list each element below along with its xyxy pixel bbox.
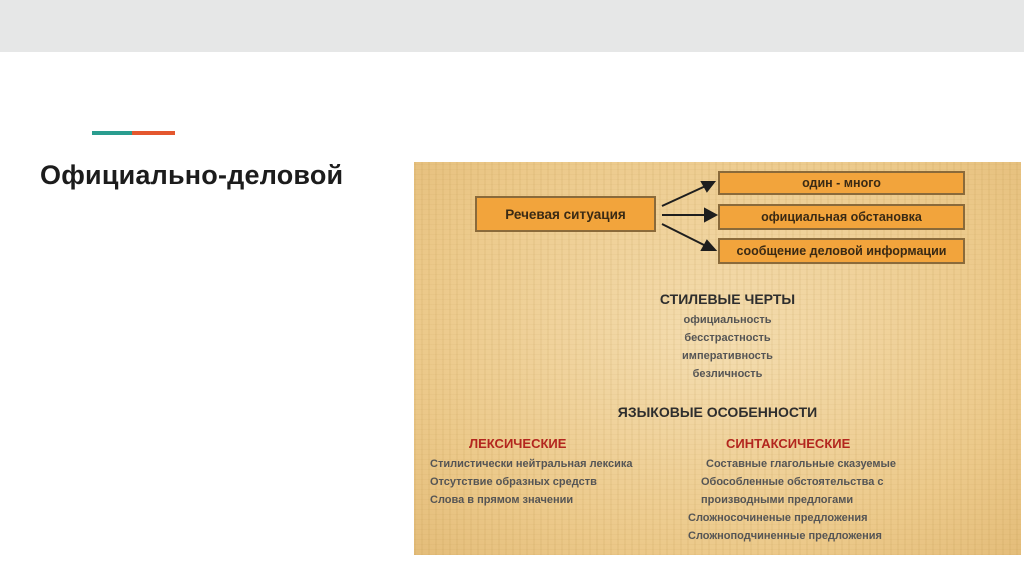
syntactic-item: Составные глагольные сказуемые xyxy=(706,458,897,470)
accent-line-teal xyxy=(92,131,132,135)
style-item: безличность xyxy=(692,368,763,380)
arrowhead-2 xyxy=(705,209,716,221)
arrowhead-3 xyxy=(702,241,715,250)
speech-situation-box: Речевая ситуация xyxy=(475,196,656,232)
style-item: бесстрастность xyxy=(684,332,771,344)
top-bar xyxy=(0,0,1024,52)
style-item: императивность xyxy=(682,350,773,362)
language-heading: ЯЗЫКОВЫЕ ОСОБЕННОСТИ xyxy=(617,404,818,420)
syntactic-item: Сложноподчиненные предложения xyxy=(688,530,882,542)
lexical-heading: ЛЕКСИЧЕСКИЕ xyxy=(469,436,567,451)
accent-line-orange xyxy=(132,131,175,135)
style-heading: СТИЛЕВЫЕ ЧЕРТЫ xyxy=(659,291,796,307)
branch-box-3: сообщение деловой информации xyxy=(718,238,965,264)
arrow-1 xyxy=(662,184,710,206)
syntactic-item: производными предлогами xyxy=(701,494,854,506)
arrowhead-1 xyxy=(702,182,714,191)
syntactic-item: Обособленные обстоятельства с xyxy=(701,476,884,488)
arrow-3 xyxy=(662,224,710,248)
style-item: официальность xyxy=(683,314,772,326)
syntactic-heading: СИНТАКСИЧЕСКИЕ xyxy=(726,436,851,451)
diagram-image xyxy=(414,162,1021,555)
lexical-item: Стилистически нейтральная лексика xyxy=(430,458,633,470)
syntactic-item: Сложносочиненые предложения xyxy=(688,512,868,524)
lexical-item: Отсутствие образных средств xyxy=(430,476,597,488)
branch-box-2: официальная обстановка xyxy=(718,204,965,230)
lexical-item: Слова в прямом значении xyxy=(430,494,574,506)
branch-box-1: один - много xyxy=(718,171,965,195)
slide-title: Официально-деловой xyxy=(40,160,344,190)
